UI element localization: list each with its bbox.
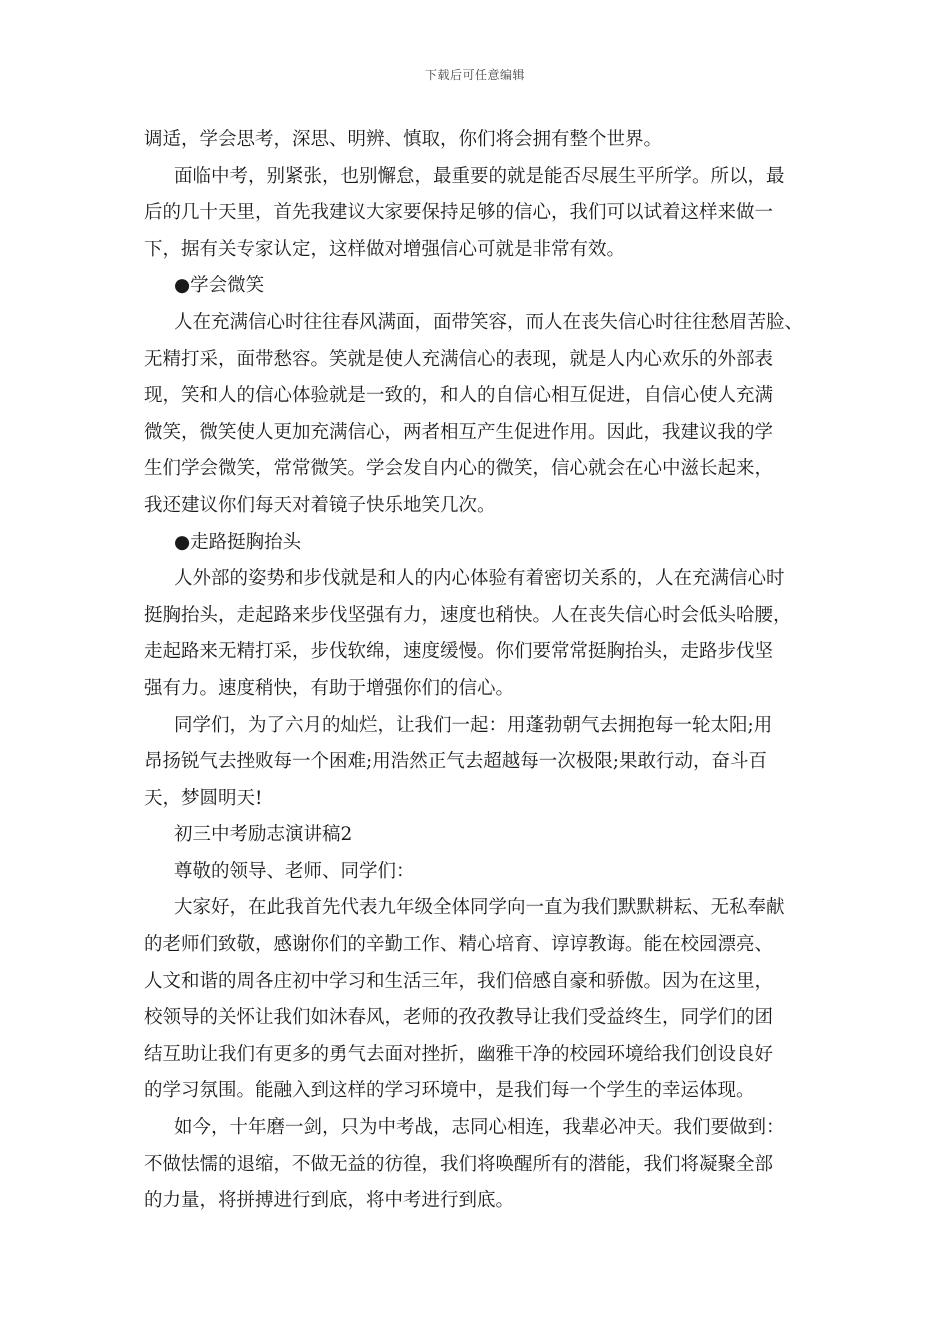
- document-body: [144, 122, 814, 1220]
- text-line: 我还建议你们每天对着镜子快乐地笑几次。: [144, 494, 496, 516]
- text-line: 同学们，为了六月的灿烂，让我们一起：用蓬勃朝气去拥抱每一轮太阳;用: [174, 714, 773, 736]
- text-line: 初三中考励志演讲稿2: [174, 824, 353, 846]
- text-line: ●学会微笑: [174, 275, 265, 297]
- text-line: 挺胸抬头，走起路来步伐坚强有力，速度也稍快。人在丧失信心时会低头哈腰，: [144, 604, 792, 626]
- text-line: 的老师们致敬，感谢你们的辛勤工作、精心培育、谆谆教诲。能在校园漂亮、: [144, 934, 774, 956]
- header-note: 下载后可任意编辑: [424, 68, 525, 82]
- text-line: 下，据有关专家认定，这样做对增强信心可就是非常有效。: [144, 238, 626, 260]
- text-line: 的学习氛围。能融入到这样的学习环境中，是我们每一个学生的幸运体现。: [144, 1080, 755, 1102]
- text-line: 生们学会微笑，常常微笑。学会发自内心的微笑，信心就会在心中滋长起来，: [144, 458, 774, 480]
- text-line: 不做怯懦的退缩，不做无益的彷徨，我们将唤醒所有的潜能，我们将凝聚全部: [144, 1153, 774, 1175]
- text-line: 如今，十年磨一剑，只为中考战，志同心相连，我辈必冲天。我们要做到：: [174, 1117, 785, 1139]
- text-line: 无精打采，面带愁容。笑就是使人充满信心的表现，就是人内心欢乐的外部表: [144, 348, 774, 370]
- text-line: ●走路挺胸抬头: [174, 531, 302, 553]
- text-line: 强有力。速度稍快，有助于增强你们的信心。: [144, 677, 515, 699]
- text-line: 的力量，将拼搏进行到底，将中考进行到底。: [144, 1190, 515, 1212]
- text-line: 天，梦圆明天!: [144, 787, 263, 809]
- text-line: 走起路来无精打采，步伐软绵，速度缓慢。你们要常常挺胸抬头，走路步伐坚: [144, 641, 774, 663]
- text-line: 昂扬锐气去挫败每一个困难;用浩然正气去超越每一次极限;果敢行动，奋斗百: [144, 751, 767, 773]
- text-line: 面临中考，别紧张，也别懈怠，最重要的就是能否尽展生平所学。所以，最: [174, 165, 785, 187]
- text-line: 人在充满信心时往往春风满面，面带笑容，而人在丧失信心时往往愁眉苦脸、: [174, 311, 804, 333]
- text-line: 大家好，在此我首先代表九年级全体同学向一直为我们默默耕耘、无私奉献: [174, 897, 785, 919]
- text-line: 校领导的关怀让我们如沐春风，老师的孜孜教导让我们受益终生，同学们的团: [144, 1007, 774, 1029]
- text-line: 人外部的姿势和步伐就是和人的内心体验有着密切关系的，人在充满信心时: [174, 568, 785, 590]
- text-line: 人文和谐的周各庄初中学习和生活三年，我们倍感自豪和骄傲。因为在这里，: [144, 970, 774, 992]
- text-line: 调适，学会思考，深思、明辨、慎取，你们将会拥有整个世界。: [144, 129, 663, 150]
- text-line: 结互助让我们有更多的勇气去面对挫折，幽雅干净的校园环境给我们创设良好: [144, 1043, 774, 1065]
- text-line: 尊敬的领导、老师、同学们：: [174, 860, 415, 882]
- text-line: 后的几十天里，首先我建议大家要保持足够的信心，我们可以试着这样来做一: [144, 202, 774, 224]
- text-line: 微笑，微笑使人更加充满信心，两者相互产生促进作用。因此，我建议我的学: [144, 421, 774, 443]
- text-line: 现，笑和人的信心体验就是一致的，和人的自信心相互促进，自信心使人充满: [144, 385, 774, 407]
